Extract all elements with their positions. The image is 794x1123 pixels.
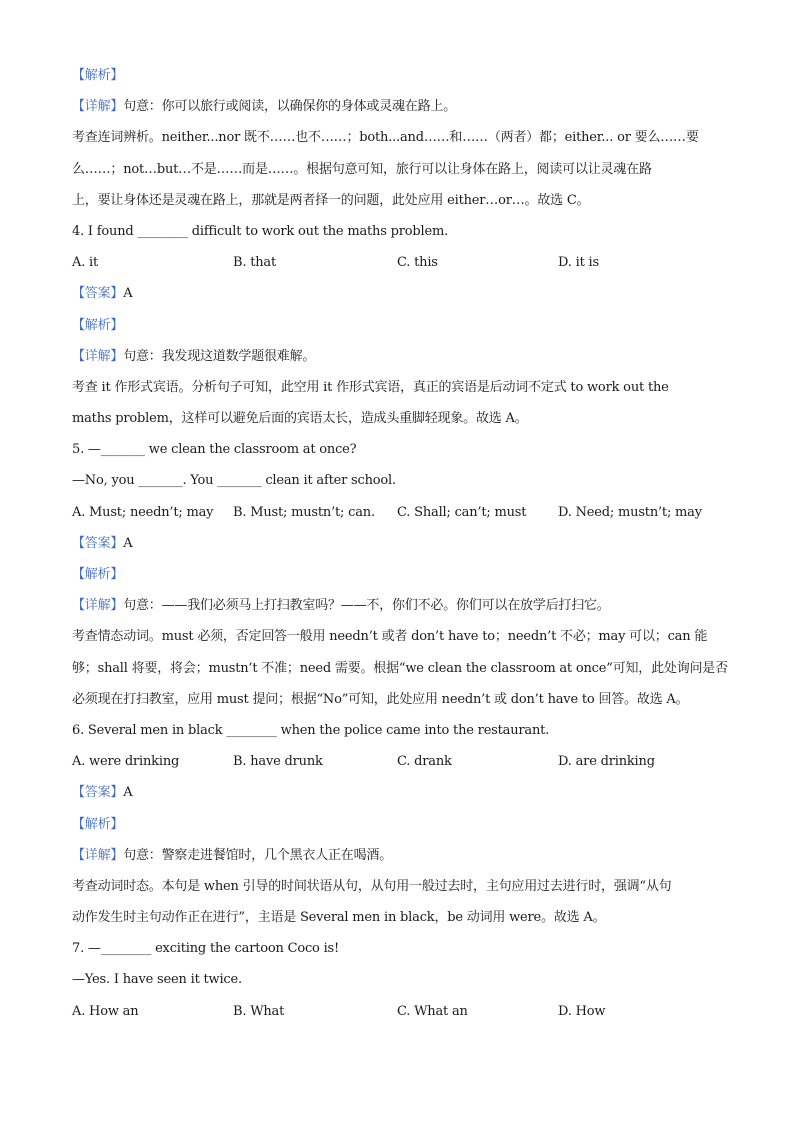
detail-line — [72, 840, 722, 871]
answer-line — [72, 278, 722, 309]
question-7-options — [72, 996, 722, 1027]
answer-tag: 【答案】 — [72, 535, 124, 551]
option-a: A. were drinking — [72, 754, 180, 770]
detail-tag: 【详解】 — [72, 99, 124, 115]
question-6-options — [72, 746, 722, 777]
explanation-line: 考查连词辨析。neither...nor 既不……也不……；both...and……和……（两者）都；either... or 要么……要 — [72, 130, 699, 146]
answer-value: A — [123, 286, 133, 302]
detail-tag: 【详解】 — [72, 598, 124, 614]
option-b: B. What — [233, 1003, 285, 1019]
answer-tag: 【答案】 — [72, 286, 124, 302]
answer-tag: 【答案】 — [72, 785, 124, 801]
option-a: A. Must; needn’t; may — [72, 504, 214, 520]
analysis-heading: 【解析】 — [72, 317, 124, 333]
option-c: C. this — [397, 255, 438, 271]
option-d: D. are drinking — [558, 754, 655, 770]
answer-line — [72, 528, 722, 559]
option-b: B. Must; mustn’t; can. — [233, 504, 375, 520]
answer-value: A — [123, 535, 133, 551]
detail-line — [72, 341, 722, 372]
analysis-heading: 【解析】 — [72, 567, 124, 582]
option-c: C. Shall; can’t; must — [397, 504, 527, 520]
question-5-stem: 5. —_______ we clean the classroom at once? — [72, 442, 357, 458]
option-c: C. What an — [397, 1003, 468, 1019]
explanation-line: 考查动词时态。本句是 when 引导的时间状语从句，从句用一般过去时，主句应用过去进行时，强调“从句 — [72, 878, 672, 894]
detail-line — [72, 91, 722, 122]
detail-tag: 【详解】 — [72, 847, 124, 863]
detail-line — [72, 590, 722, 621]
explanation-line: 必须现在打扫教室，应用 must 提问；根据“No”可知，此处应用 needn’t 或 don’t have to 回答。故选 A。 — [72, 691, 689, 707]
option-a: A. it — [72, 255, 99, 271]
question-6-stem: 6. Several men in black ________ when the police came into the restaurant. — [72, 722, 550, 738]
explanation-line: 考查情态动词。must 必须，否定回答一般用 needn’t 或者 don’t have to；needn’t 不必；may 可以；can 能 — [72, 629, 708, 645]
document-page — [72, 60, 728, 1027]
detail-tag: 【详解】 — [72, 348, 124, 364]
detail-text: 句意：我发现这道数学题很难解。 — [123, 348, 316, 364]
question-4-stem: 4. I found ________ difficult to work out the maths problem. — [72, 223, 449, 239]
detail-text: 句意：你可以旅行或阅读，以确保你的身体或灵魂在路上。 — [123, 99, 457, 115]
explanation-line: 么……；not…but…不是……而是……。根据句意可知，旅行可以让身体在路上，阅读可以让灵魂在路 — [72, 161, 652, 177]
option-d: D. it is — [558, 255, 599, 271]
question-5-options — [72, 497, 722, 528]
detail-text: 句意：——我们必须马上打扫教室吗？——不，你们不必。你们可以在放学后打扫它。 — [123, 598, 610, 614]
detail-text: 句意：警察走进餐馆时，几个黑衣人正在喝酒。 — [123, 847, 393, 863]
option-d: D. How — [558, 1003, 606, 1019]
option-a: A. How an — [72, 1003, 139, 1019]
question-5-stem: —No, you _______. You _______ clean it after school. — [72, 473, 396, 489]
answer-value: A — [123, 785, 133, 801]
question-4-options — [72, 247, 722, 278]
option-b: B. have drunk — [233, 754, 323, 770]
option-d: D. Need; mustn’t; may — [558, 504, 702, 520]
explanation-line: 考查 it 作形式宾语。分析句子可知，此空用 it 作形式宾语，真正的宾语是后动词不定式 to work out the — [72, 379, 669, 395]
analysis-heading: 【解析】 — [72, 68, 124, 83]
option-b: B. that — [233, 255, 276, 271]
answer-line — [72, 777, 722, 808]
option-c: C. drank — [397, 754, 452, 770]
explanation-line: maths problem，这样可以避免后面的宾语太长，造成头重脚轻现象。故选 A。 — [72, 411, 528, 427]
question-7-stem: —Yes. I have seen it twice. — [72, 972, 242, 988]
explanation-line: 够；shall 将要，将会；mustn’t 不准；need 需要。根据“we clean the classroom at once”可知，此处询问是否 — [72, 660, 728, 676]
explanation-line: 动作发生时主句动作正在进行”，主语是 Several men in black，be 动词用 were。故选 A。 — [72, 910, 606, 926]
explanation-line: 上，要让身体还是灵魂在路上，那就是两者择一的问题，此处应用 either…or…。故选 C。 — [72, 192, 590, 208]
question-7-stem: 7. —________ exciting the cartoon Coco is! — [72, 941, 340, 957]
analysis-heading: 【解析】 — [72, 816, 124, 832]
